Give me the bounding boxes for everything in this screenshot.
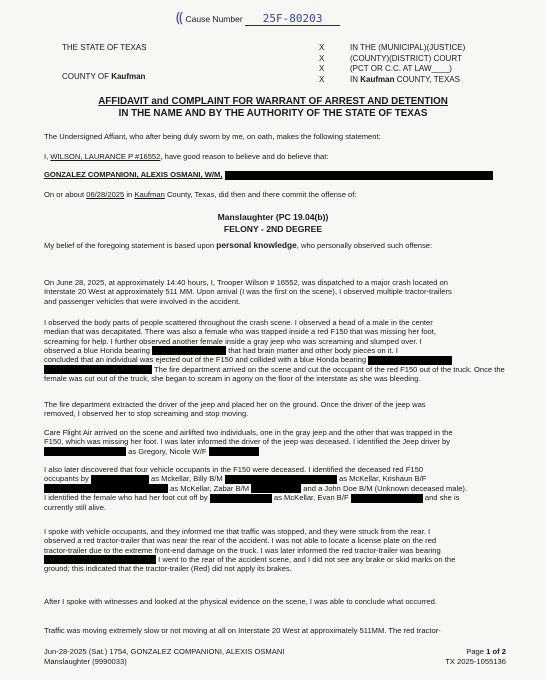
narrative-paragraph-7: After I spoke with witnesses and looked at the physical evidence on the scene, I was able to conclude what occurred. bbox=[44, 597, 437, 606]
state-of-texas: THE STATE OF TEXAS bbox=[62, 43, 147, 52]
footer-left bbox=[44, 647, 284, 667]
redaction bbox=[44, 447, 126, 456]
redaction bbox=[351, 494, 423, 503]
narrative-paragraph-2: I observed the body parts of people scattered throughout the crash scene. I observed a head of a male in the center median that was decapitated. There was also a female who was trapped inside a red F150 that was missing her foot, screaming for help. I further observed another female inside a gray jeep who was screaming and slumped over. I observed a blue Honda bearing that had brain matter and other body pieces on it. I concluded that an individual was ejected out of the F150 and collided with a blue Honda bearing The fire department arrived on the scene and cut the occupant of the red F150 out of the truck. Once the female was cut out of the truck, she began to scream in agony on the floor of the interstate as she was bleeding. bbox=[44, 318, 505, 384]
page-indicator: Page 1 of 2 bbox=[466, 647, 506, 656]
narrative-paragraph-6: I spoke with vehicle occupants, and they informed me that traffic was stopped, and they were struck from the rear. I observed a red tractor-trailer that was near the rear of the accident. I was not able to locate a license plate on the red tractor-trailer due to the extreme front-end damage on the truck. I was later informed the red tractor-trailer was bearing I went to the rear of the accident scene, and I did not see any brake or skid marks on the ground; this indicated that the tractor-trailer (Red) did not apply its brakes. bbox=[44, 527, 456, 574]
court-line: (COUNTY)(DISTRICT) COURT bbox=[350, 53, 462, 63]
intro-text: The Undersigned Affiant, who after being duly sworn by me, on oath, makes the following statement: bbox=[44, 132, 381, 141]
cause-label: Cause Number bbox=[185, 14, 243, 24]
affiant-name: WILSON, LAURANCE P #16552 bbox=[50, 152, 161, 161]
suspect-name: GONZALEZ COMPANIONI, ALEXIS OSMANI, W/M, bbox=[44, 170, 223, 179]
court-line: (PCT OR C.C. AT LAW____) bbox=[350, 64, 452, 73]
x-mark: X bbox=[319, 53, 325, 63]
redaction bbox=[209, 447, 259, 456]
redaction bbox=[225, 171, 493, 180]
narrative-paragraph-4: Care Flight Air arrived on the scene and airlifted two individuals, one in the gray jeep and the other that was trapped in the F150, which was missing her foot. I was later informed the driver of the jeep was deceased. I identified the Jeep driver by as Gregory, Nicole W/F bbox=[44, 428, 453, 456]
county-line bbox=[62, 72, 145, 82]
redaction bbox=[210, 494, 272, 503]
redaction bbox=[368, 356, 452, 365]
offense-name: Manslaughter (PC 19.04(b)) bbox=[217, 212, 329, 222]
court-line: IN THE (MUNICIPAL)(JUSTICE) bbox=[350, 43, 466, 52]
x-mark: X bbox=[319, 43, 325, 52]
redaction bbox=[251, 484, 301, 493]
doc-title: AFFIDAVIT and COMPLAINT FOR WARRANT OF ARREST AND DETENTION bbox=[98, 96, 448, 107]
cause-mark: ⸨ bbox=[176, 10, 184, 26]
narrative-paragraph-1: On June 28, 2025, at approximately 14:40 hours, I, Trooper Wilson # 16552, was dispatched to a major crash located on Interstate 20 West at approximately 511 MM. Upon arrival (I was the first on the scene), I observed multiple tractor-trailers and passenger vehicles that were involved in the accident. bbox=[44, 278, 452, 306]
redaction bbox=[44, 365, 152, 374]
belief-line: My belief of the foregoing statement is based upon personal knowledge, who personally observed such offense: bbox=[44, 240, 433, 250]
narrative-paragraph-3: The fire department extracted the driver of the jeep and placed her on the ground. Once the driver of the jeep was removed, I observed her to stop screaming and stop moving. bbox=[44, 400, 426, 419]
x-mark: X bbox=[319, 64, 325, 73]
redaction bbox=[44, 484, 168, 493]
cause-number: 25F-80203 bbox=[245, 12, 340, 26]
watermark bbox=[0, 536, 25, 575]
offense-county: Kaufman bbox=[134, 190, 165, 199]
redaction bbox=[44, 555, 156, 564]
narrative-paragraph-5: I also later discovered that four vehicle occupants in the F150 were deceased. I identified the deceased red F150 occupants by as Mckellar, Billy B/M as McKellar, Krishaun B/F as McKellar, Zabar B/M and a John Doe B/M (Unknown deceased male). I identified the female who had her foot cut off by as McKellar, Evan B/F and she is currently still alive. bbox=[44, 465, 468, 512]
offense-degree: FELONY - 2ND DEGREE bbox=[223, 224, 323, 234]
county-value: Kaufman bbox=[111, 72, 146, 81]
footer-case-line: Jun-28-2025 (Sat.) 1754, GONZALEZ COMPANIONI, ALEXIS OSMANI bbox=[44, 647, 285, 656]
redaction bbox=[91, 475, 149, 484]
x-column bbox=[319, 43, 324, 85]
suspect-line bbox=[44, 170, 506, 180]
court-county-line: IN Kaufman COUNTY, TEXAS bbox=[350, 74, 460, 84]
footer-offense-line: Manslaughter (9990033) bbox=[44, 657, 127, 666]
redaction bbox=[152, 346, 226, 355]
belief-key: personal knowledge bbox=[216, 240, 297, 250]
narrative-paragraph-8: Traffic was moving extremely slow or not moving at all on Interstate 20 West at approximately 511MM. The red tractor- bbox=[44, 626, 441, 635]
redaction bbox=[225, 475, 337, 484]
court-column bbox=[350, 43, 465, 85]
offense-date-line: On or about 06/28/2025 in Kaufman County, Texas, did then and there commit the offense of: bbox=[44, 190, 357, 199]
offense-date: 06/28/2025 bbox=[86, 190, 125, 199]
county-label: COUNTY OF bbox=[62, 72, 109, 81]
doc-subtitle: IN THE NAME AND BY THE AUTHORITY OF THE STATE OF TEXAS bbox=[118, 108, 428, 119]
footer-right bbox=[445, 647, 506, 667]
cause-number-row bbox=[176, 10, 340, 27]
affiant-line: I, WILSON, LAURANCE P #16552, have good reason to believe and do believe that: bbox=[44, 152, 329, 161]
footer-tx-number: TX 2025-1055136 bbox=[445, 657, 506, 666]
x-mark: X bbox=[319, 74, 325, 84]
